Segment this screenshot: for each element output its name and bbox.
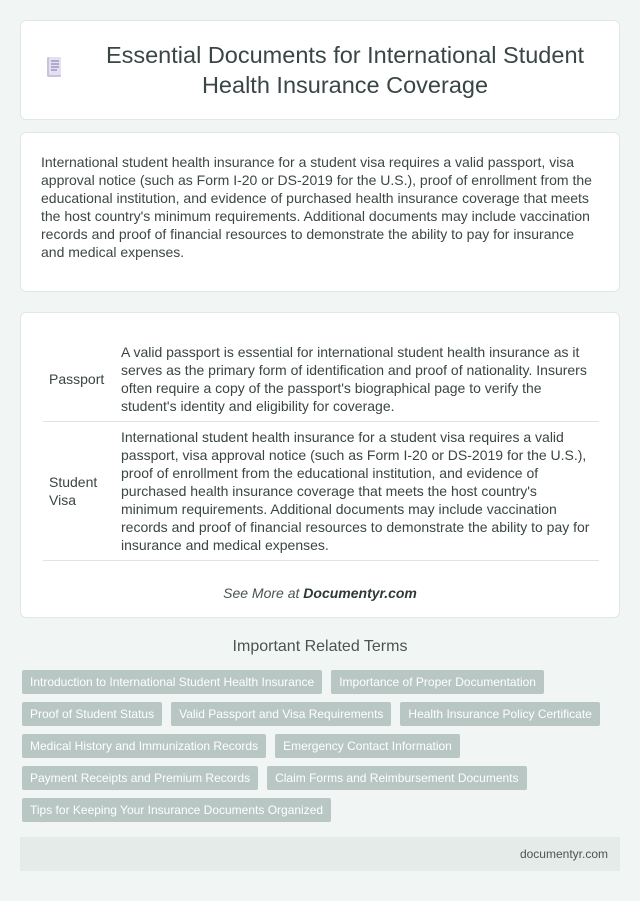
related-term-tag[interactable]: Tips for Keeping Your Insurance Documents Organized — [22, 798, 331, 822]
related-term-tag[interactable]: Emergency Contact Information — [275, 734, 460, 758]
term-cell: Student Visa — [43, 422, 121, 561]
summary-card — [20, 132, 620, 292]
see-more — [43, 585, 597, 601]
documents-table — [43, 337, 599, 561]
related-term-tag[interactable]: Valid Passport and Visa Requirements — [171, 702, 391, 726]
table-card — [20, 312, 620, 618]
see-more-link[interactable]: Documentyr.com — [303, 585, 417, 601]
related-terms-tags — [22, 670, 622, 830]
title-card — [20, 20, 620, 120]
description-cell: International student health insurance for a student visa requires a valid passport, visa approval notice (such as Form I-20 or DS-2019 for the U.S.), proof of enrollment from the educational institution, and evidence of purchased health insurance coverage that meets the host country's minimum requirements. Additional documents may include vaccination records and proof of financial resources to demonstrate the ability to pay for insurance and medical expenses. — [121, 422, 599, 561]
table-row — [43, 337, 599, 422]
related-term-tag[interactable]: Medical History and Immunization Records — [22, 734, 266, 758]
table-row — [43, 422, 599, 561]
footer — [20, 837, 620, 871]
related-term-tag[interactable]: Proof of Student Status — [22, 702, 162, 726]
related-term-tag[interactable]: Introduction to International Student Health Insurance — [22, 670, 322, 694]
description-cell: A valid passport is essential for international student health insurance as it serves as the primary form of identification and proof of nationality. Insurers often require a copy of the passport's biographical page to verify the student's identity and eligibility for coverage. — [121, 337, 599, 422]
footer-site[interactable]: documentyr.com — [519, 847, 608, 861]
page-title: Essential Documents for International Student Health Insurance Coverage — [105, 42, 585, 98]
related-term-tag[interactable]: Importance of Proper Documentation — [331, 670, 544, 694]
related-terms-title: Important Related Terms — [232, 638, 408, 655]
document-icon — [41, 54, 67, 80]
related-term-tag[interactable]: Payment Receipts and Premium Records — [22, 766, 258, 790]
term-cell: Passport — [43, 337, 121, 422]
summary-text: International student health insurance for a student visa requires a valid passport, visa approval notice (such as Form I-20 or DS-2019 for the U.S.), proof of enrollment from the educational institution, and evidence of purchased health insurance coverage that meets the host country's minimum requirements. Additional documents may include vaccination records and proof of financial resources to demonstrate the ability to pay for insurance and medical expenses. — [41, 154, 592, 260]
related-term-tag[interactable]: Claim Forms and Reimbursement Documents — [267, 766, 526, 790]
see-more-prefix: See More at — [223, 585, 304, 601]
related-term-tag[interactable]: Health Insurance Policy Certificate — [400, 702, 599, 726]
